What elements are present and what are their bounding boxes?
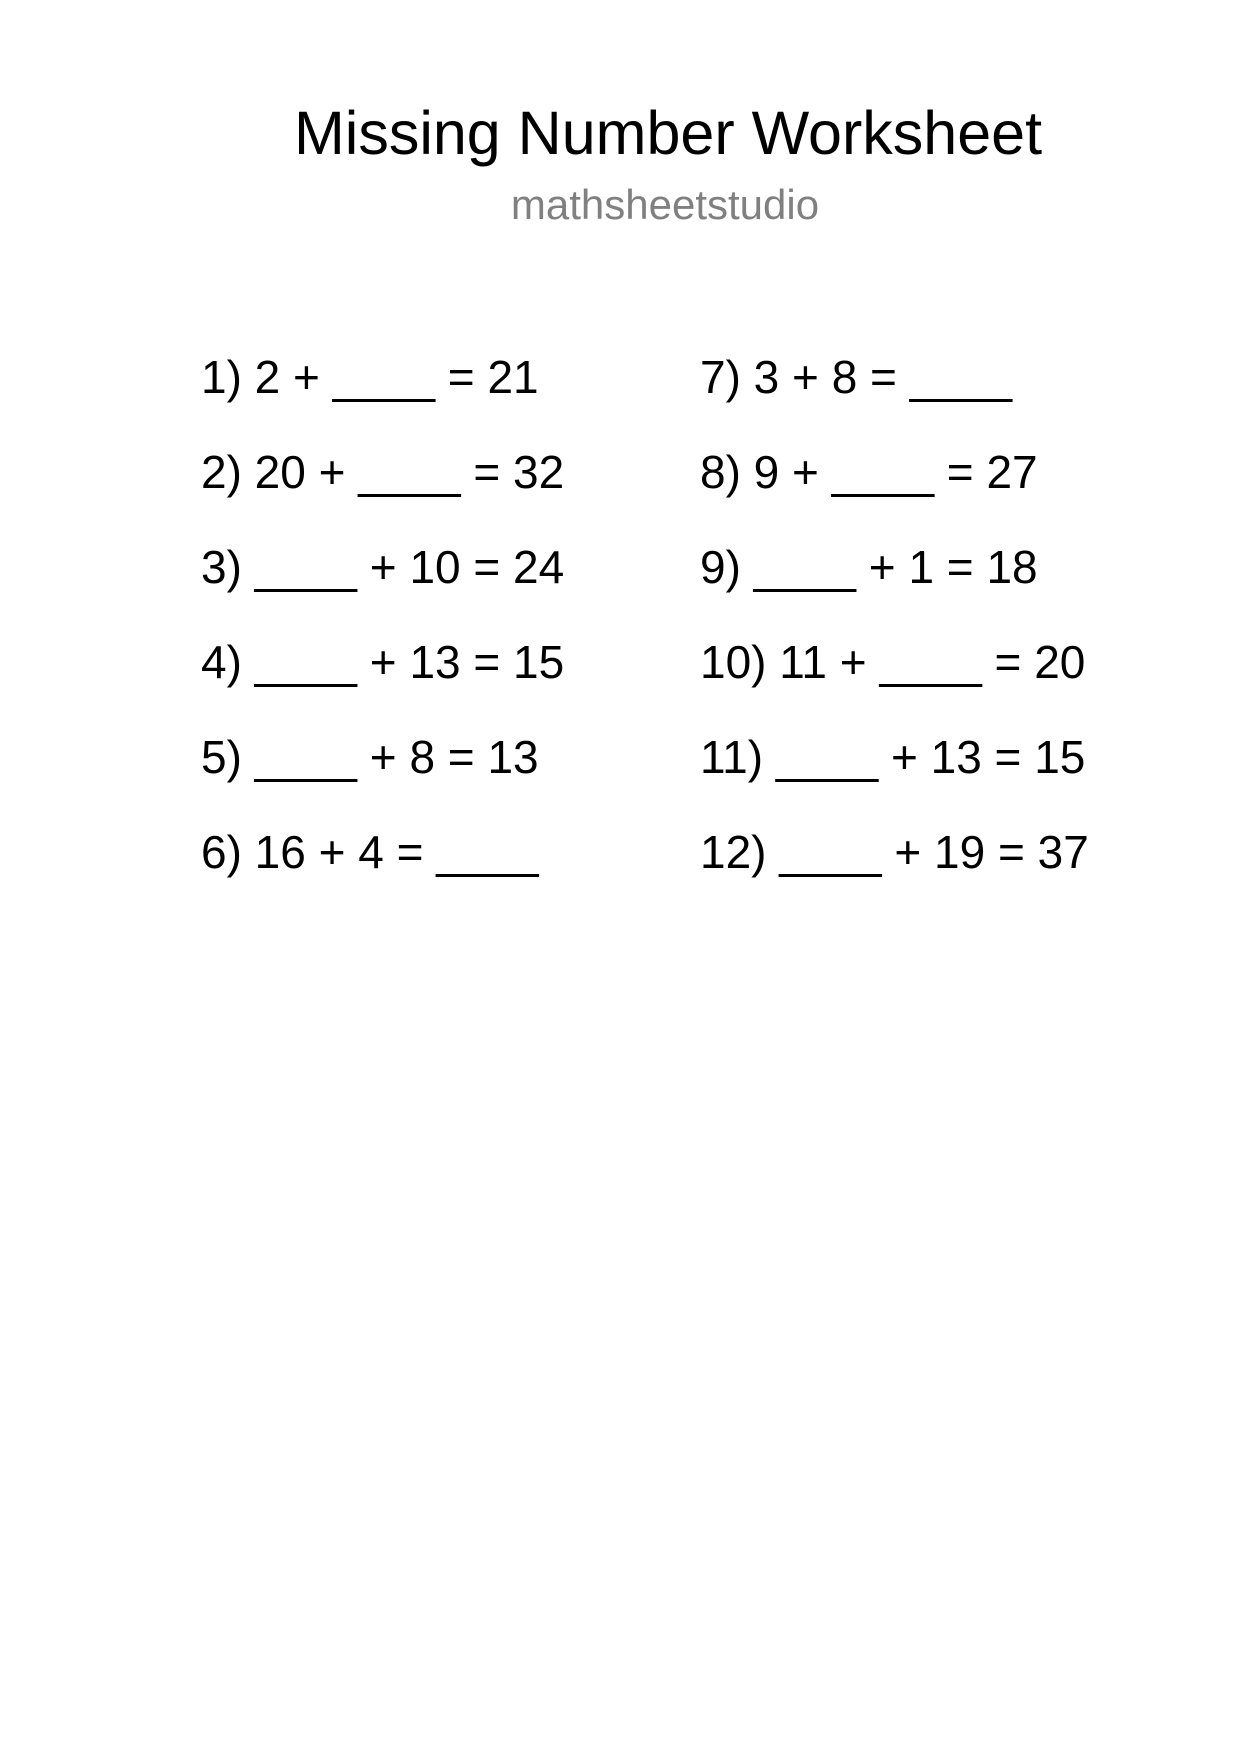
problem-11: 11) ____ + 13 = 15 <box>700 731 1086 783</box>
problem-8: 8) 9 + ____ = 27 <box>700 446 1038 498</box>
worksheet-title: Missing Number Worksheet <box>293 99 1043 167</box>
problem-4: 4) ____ + 13 = 15 <box>201 636 565 688</box>
problem-6: 6) 16 + 4 = ____ <box>201 826 539 878</box>
problem-2: 2) 20 + ____ = 32 <box>201 446 565 498</box>
problem-7: 7) 3 + 8 = ____ <box>700 351 1013 403</box>
problem-3: 3) ____ + 10 = 24 <box>201 541 565 593</box>
problem-9: 9) ____ + 1 = 18 <box>700 541 1038 593</box>
problem-10: 10) 11 + ____ = 20 <box>700 636 1086 688</box>
problem-1: 1) 2 + ____ = 21 <box>201 351 539 403</box>
problem-12: 12) ____ + 19 = 37 <box>700 826 1089 878</box>
problem-5: 5) ____ + 8 = 13 <box>201 731 539 783</box>
worksheet-subtitle: mathsheetstudio <box>510 181 820 228</box>
